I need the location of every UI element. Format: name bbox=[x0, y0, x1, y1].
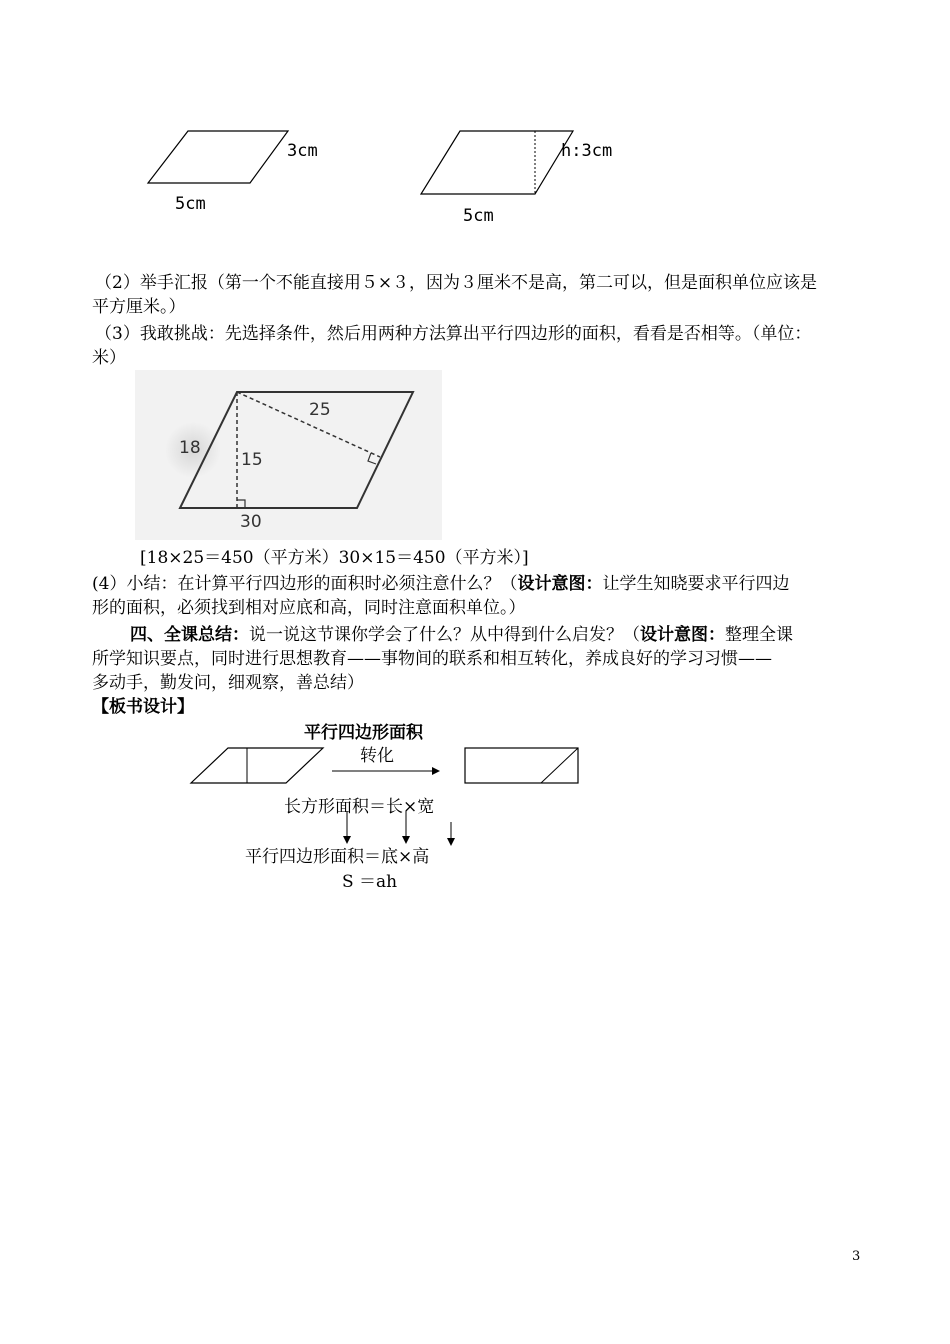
summary-line1 bbox=[92, 572, 789, 596]
board-rectangle bbox=[465, 748, 578, 783]
board-rect-diagonal bbox=[541, 748, 578, 783]
top-figures bbox=[0, 0, 950, 240]
arrow-3-head bbox=[447, 838, 455, 846]
right-height-label: h:3cm bbox=[561, 141, 613, 161]
section4-line2: 所学知识要点，同时进行思想教育——事物间的联系和相互转化，养成良好的学习习惯—— bbox=[92, 649, 772, 669]
summary-line2: 形的面积，必须找到相对应底和高，同时注意面积单位。） bbox=[92, 598, 526, 618]
label-30: 30 bbox=[240, 512, 262, 532]
section4-line3: 多动手，勤发问，细观察，善总结） bbox=[92, 673, 364, 693]
summary-text-2: 让学生知晓要求平行四边 bbox=[602, 574, 790, 594]
left-base-label: 5cm bbox=[175, 194, 206, 214]
right-base-label: 5cm bbox=[463, 206, 494, 226]
board-parallelogram bbox=[191, 748, 323, 783]
arrow-2-head bbox=[402, 836, 410, 844]
p2-line1: （2）举手汇报（第一个不能直接用５×３，因为３厘米不是高，第二可以，但是面积单位应该是 bbox=[95, 273, 818, 293]
right-angle-mark-slant bbox=[368, 453, 376, 464]
p2-line2: 平方厘米。） bbox=[92, 297, 186, 317]
para-formula: 平行四边形面积＝底×高 bbox=[245, 847, 430, 867]
rect-formula: 长方形面积＝长×宽 bbox=[284, 797, 435, 817]
section4-text-b: 整理全课 bbox=[725, 625, 793, 645]
board-heading: 【板书设计】 bbox=[92, 697, 194, 717]
section4-text-a: 说一说这节课你学会了什么？从中得到什么启发？（ bbox=[249, 625, 640, 645]
area-formula: S ＝ah bbox=[342, 872, 398, 892]
p3-line1: （3）我敢挑战：先选择条件，然后用两种方法算出平行四边形的面积，看看是否相等。（单位： bbox=[95, 324, 812, 344]
parallelogram-left bbox=[148, 131, 288, 183]
right-angle-mark-bottom bbox=[237, 500, 245, 508]
label-15: 15 bbox=[241, 450, 263, 470]
board-diagram bbox=[0, 740, 950, 880]
design-intent-label: 设计意图： bbox=[517, 574, 603, 594]
challenge-figure bbox=[135, 370, 442, 540]
section4-design-intent: 设计意图： bbox=[640, 625, 725, 645]
left-side-label: 3cm bbox=[287, 141, 318, 161]
p3-line2: 米） bbox=[92, 348, 126, 368]
parallelogram-right bbox=[421, 131, 573, 194]
label-25: 25 bbox=[309, 400, 331, 420]
transform-arrow-head bbox=[432, 767, 440, 775]
summary-text: (4）小结：在计算平行四边形的面积时必须注意什么？（ bbox=[92, 574, 518, 594]
arrow-1-head bbox=[343, 836, 351, 844]
page-number: 3 bbox=[852, 1249, 861, 1264]
board-title: 平行四边形面积 bbox=[304, 723, 423, 743]
label-18: 18 bbox=[179, 438, 201, 458]
arrow-label: 转化 bbox=[360, 746, 394, 766]
section4-line1 bbox=[130, 623, 793, 647]
calculation-line: [18×25＝450（平方米）30×15＝450（平方米）] bbox=[140, 548, 529, 568]
section4-heading: 四、全课总结： bbox=[130, 625, 249, 645]
